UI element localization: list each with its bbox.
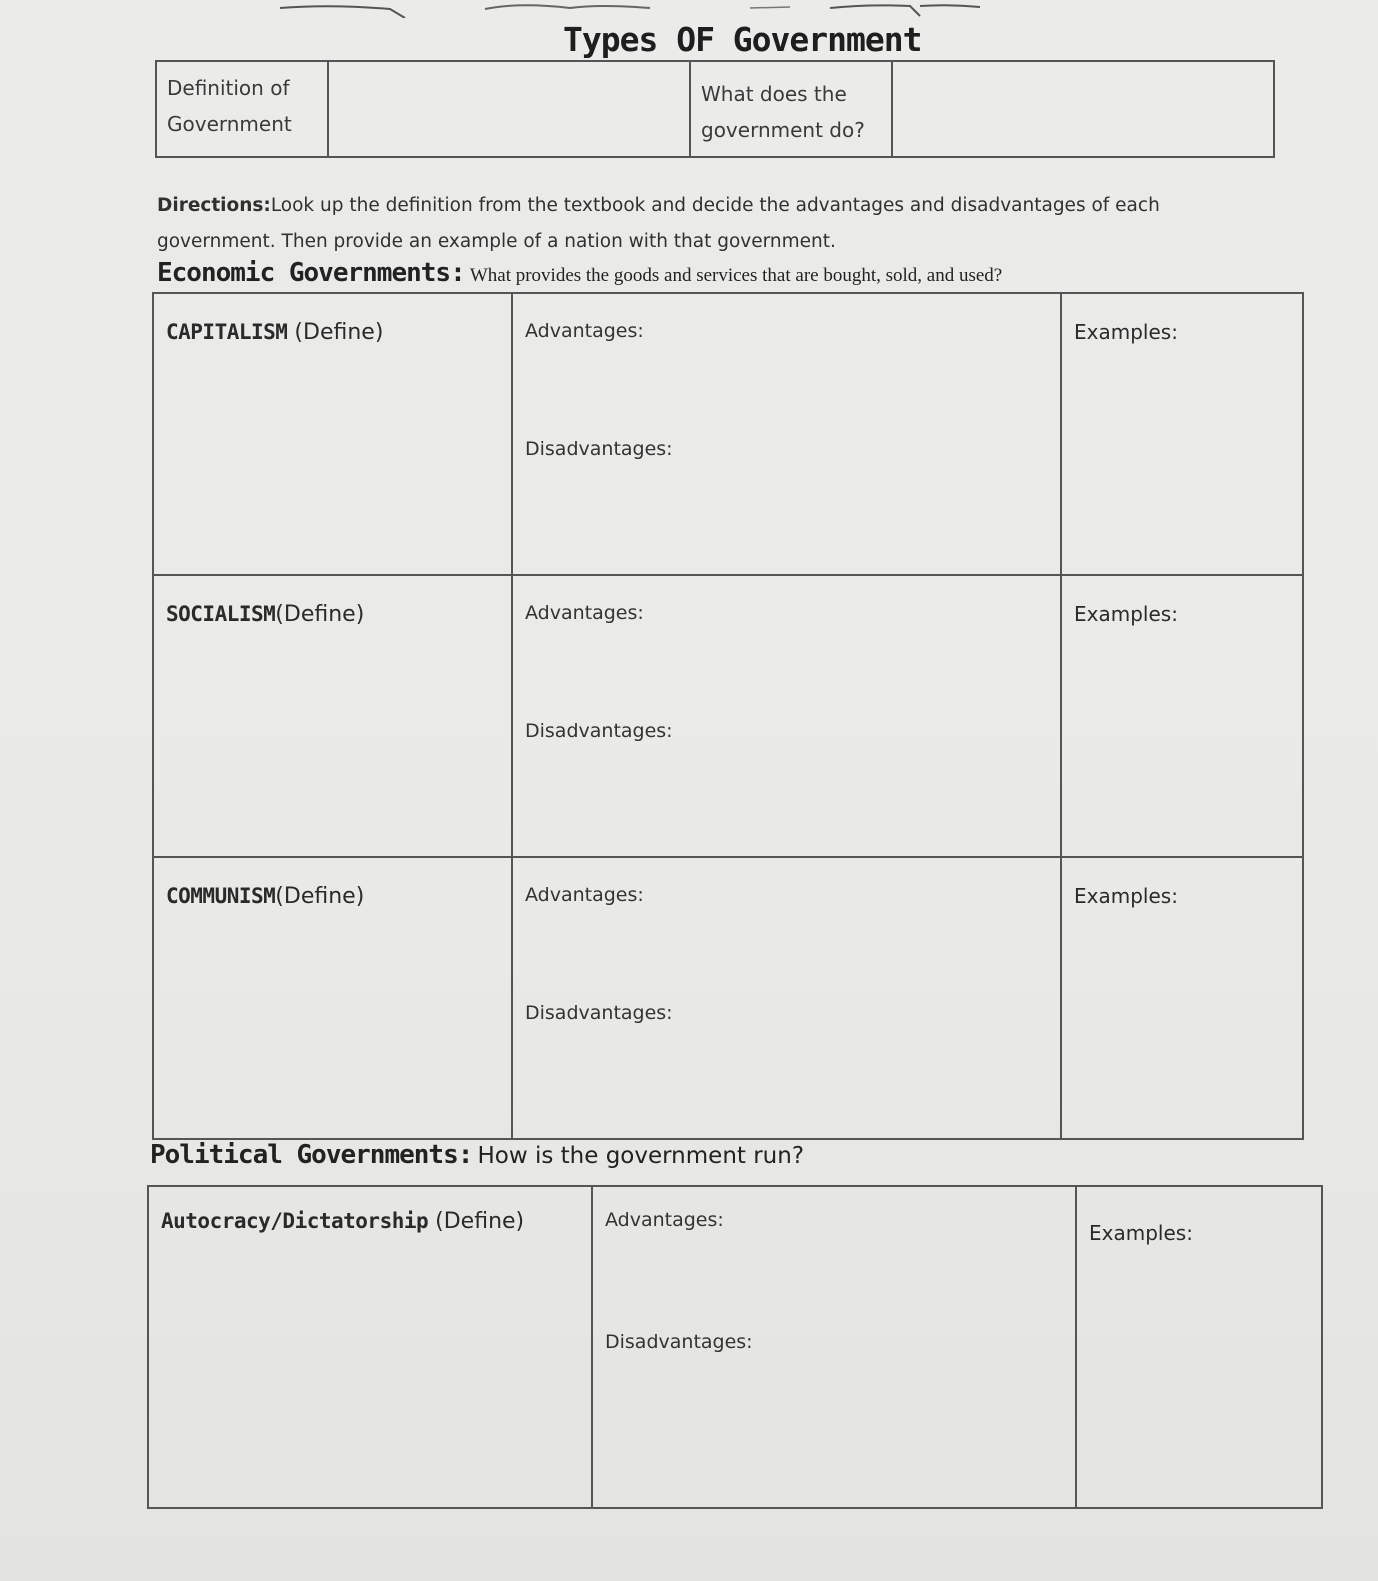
table-row: [148, 1186, 1322, 1508]
advantages-label: Advantages:: [525, 602, 644, 624]
communism-define-cell[interactable]: [153, 857, 512, 1139]
communism-adv-cell[interactable]: [512, 857, 1061, 1139]
disadvantages-label: Disadvantages:: [525, 438, 673, 460]
define-label: (Define): [287, 320, 384, 345]
examples-label: Examples:: [1089, 1221, 1193, 1245]
directions: [157, 188, 1247, 260]
economic-heading-title: Economic Governments:: [157, 258, 465, 288]
political-heading-question: How is the government run?: [477, 1143, 805, 1169]
socialism-define-cell[interactable]: [153, 575, 512, 857]
communism-examples-cell[interactable]: [1061, 857, 1303, 1139]
political-governments-table: [147, 1185, 1323, 1509]
examples-label: Examples:: [1074, 602, 1178, 626]
capitalism-label: CAPITALISM: [166, 320, 288, 344]
socialism-examples-cell[interactable]: [1061, 575, 1303, 857]
what-does-government-do-label: What does the government do?: [690, 61, 892, 157]
autocracy-define-cell[interactable]: [148, 1186, 592, 1508]
capitalism-examples-cell[interactable]: [1061, 293, 1303, 575]
table-row: [153, 293, 1303, 575]
definition-answer-cell[interactable]: [328, 61, 690, 157]
economic-governments-table: [152, 292, 1304, 1140]
table-row: [153, 857, 1303, 1139]
directions-text: Look up the definition from the textbook and decide the advantages and disadvantages of each government. Then provide an example of a nation with that government.: [157, 195, 1160, 252]
capitalism-adv-cell[interactable]: [512, 293, 1061, 575]
what-does-answer-cell[interactable]: [892, 61, 1274, 157]
communism-label: COMMUNISM: [166, 884, 276, 908]
capitalism-define-cell[interactable]: [153, 293, 512, 575]
directions-label: Directions:: [157, 195, 271, 216]
advantages-label: Advantages:: [605, 1209, 724, 1231]
top-handwriting-marks: [270, 0, 990, 18]
disadvantages-label: Disadvantages:: [525, 720, 673, 742]
disadvantages-label: Disadvantages:: [525, 1002, 673, 1024]
autocracy-adv-cell[interactable]: [592, 1186, 1076, 1508]
table-row: [153, 575, 1303, 857]
examples-label: Examples:: [1074, 320, 1178, 344]
political-heading: [150, 1140, 804, 1170]
define-label: (Define): [428, 1209, 525, 1234]
economic-heading-question: What provides the goods and services that are bought, sold, and used?: [469, 265, 1003, 286]
disadvantages-label: Disadvantages:: [605, 1331, 753, 1353]
page-title: Types OF Government: [563, 20, 922, 59]
autocracy-examples-cell[interactable]: [1076, 1186, 1322, 1508]
define-label: (Define): [275, 884, 365, 909]
political-heading-title: Political Governments:: [150, 1140, 473, 1170]
definition-table: [155, 60, 1275, 158]
socialism-adv-cell[interactable]: [512, 575, 1061, 857]
socialism-label: SOCIALISM: [166, 602, 276, 626]
autocracy-dictatorship-label: Autocracy/Dictatorship: [161, 1209, 429, 1233]
examples-label: Examples:: [1074, 884, 1178, 908]
define-label: (Define): [275, 602, 365, 627]
advantages-label: Advantages:: [525, 884, 644, 906]
definition-label: Definition of Government: [156, 61, 328, 157]
advantages-label: Advantages:: [525, 320, 644, 342]
economic-heading: [157, 258, 1002, 288]
